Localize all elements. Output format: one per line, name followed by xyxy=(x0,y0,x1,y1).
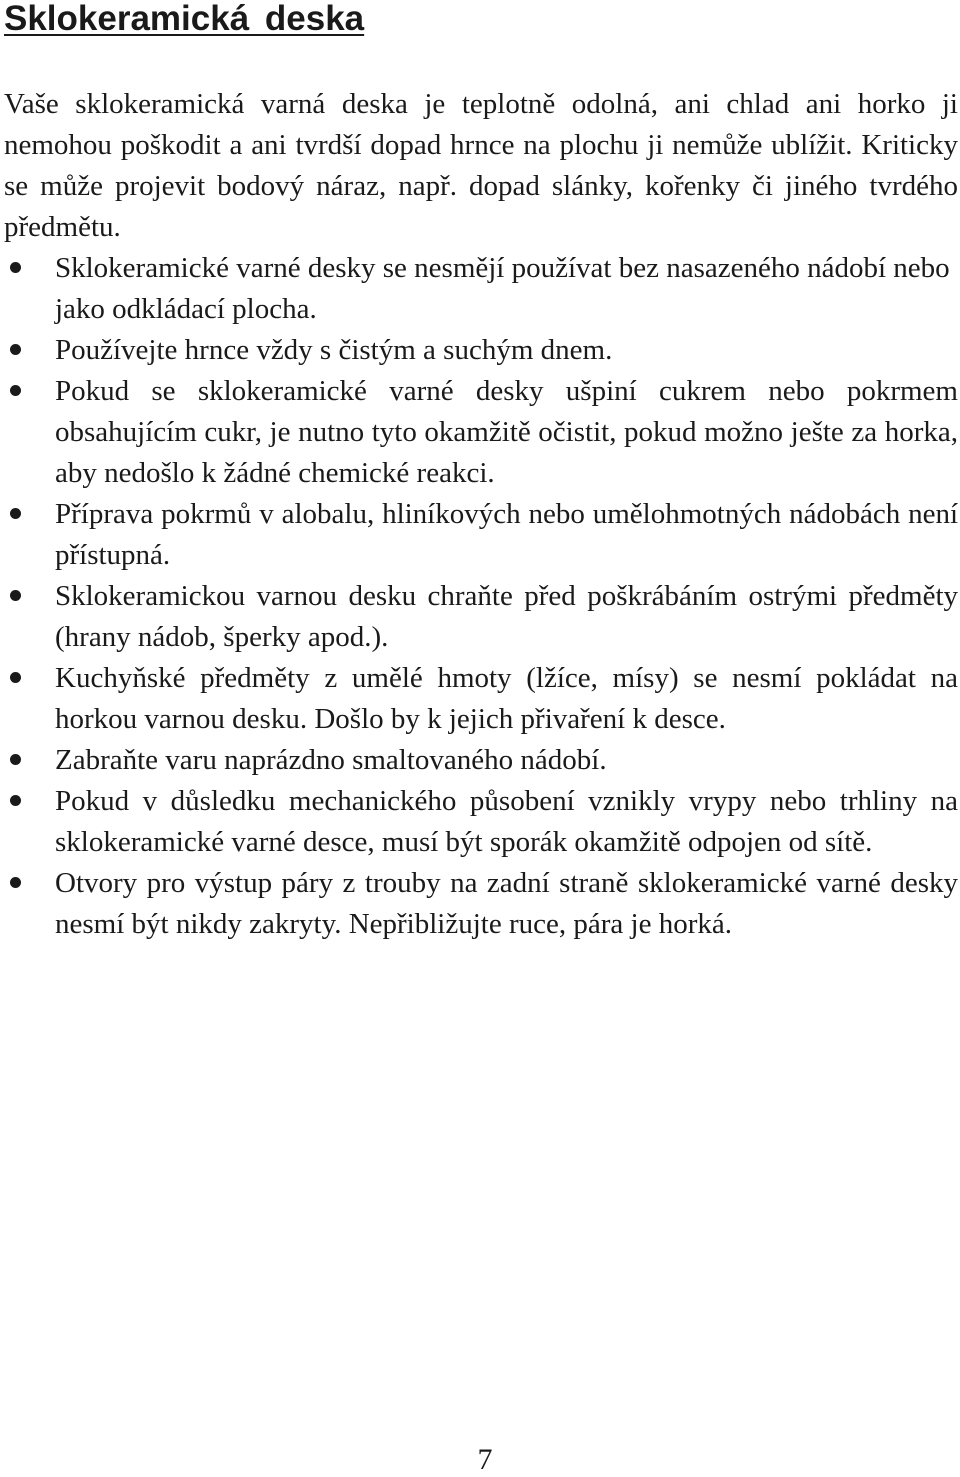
bullet-list xyxy=(4,248,958,945)
bullet-icon xyxy=(10,385,21,396)
list-item xyxy=(4,576,958,658)
list-item xyxy=(4,248,958,330)
bullet-icon xyxy=(10,795,21,806)
list-item-text: Pokud v důsledku mechanického působení vznikly vrypy nebo trhliny na sklokeramické varné desce, musí být sporák okamžitě odpojen od sítě. xyxy=(55,785,958,858)
list-item-text: Používejte hrnce vždy s čistým a suchým dnem. xyxy=(55,334,613,366)
list-item xyxy=(4,863,958,945)
page-number: 7 xyxy=(477,1443,493,1476)
list-item xyxy=(4,371,958,494)
list-item xyxy=(4,330,958,371)
page-title: Sklokeramická deska xyxy=(4,0,365,38)
bullet-icon xyxy=(10,508,21,519)
intro-paragraph: Vaše sklokeramická varná deska je teplotně odolná, ani chlad ani horko ji nemohou poškodit a ani tvrdší dopad hrnce na plochu ji nemůže ublížit. Kriticky se může projevit bodový náraz, např. dopad slánky, kořenky či jiného tvrdého předmětu. xyxy=(4,88,958,243)
list-item xyxy=(4,658,958,740)
list-item xyxy=(4,494,958,576)
list-item xyxy=(4,781,958,863)
bullet-icon xyxy=(10,262,21,273)
bullet-icon xyxy=(10,590,21,601)
bullet-icon xyxy=(10,754,21,765)
list-item-text: Sklokeramickou varnou desku chraňte před poškrábáním ostrými předměty (hrany nádob, šperky apod.). xyxy=(55,580,958,653)
list-item-text: Otvory pro výstup páry z trouby na zadní straně sklokeramické varné desky nesmí být nikdy zakryty. Nepřibližujte ruce, pára je horká. xyxy=(55,867,958,940)
bullet-icon xyxy=(10,344,21,355)
list-item-text: Zabraňte varu naprázdno smaltovaného nádobí. xyxy=(55,744,607,776)
list-item-text: Příprava pokrmů v alobalu, hliníkových nebo umělohmotných nádobách není přístupná. xyxy=(55,498,958,571)
list-item-text: Sklokeramické varné desky se nesmějí používat bez nasazeného nádobí nebo jako odkládací plocha. xyxy=(55,252,950,325)
bullet-icon xyxy=(10,877,21,888)
list-item-text: Pokud se sklokeramické varné desky ušpiní cukrem nebo pokrmem obsahujícím cukr, je nutno tyto okamžitě očistit, pokud možno ješte za horka, aby nedošlo k žádné chemické reakci. xyxy=(55,375,958,489)
list-item xyxy=(4,740,958,781)
bullet-icon xyxy=(10,672,21,683)
list-item-text: Kuchyňské předměty z umělé hmoty (lžíce, mísy) se nesmí pokládat na horkou varnou desku. Došlo by k jejich přivaření k desce. xyxy=(55,662,958,735)
